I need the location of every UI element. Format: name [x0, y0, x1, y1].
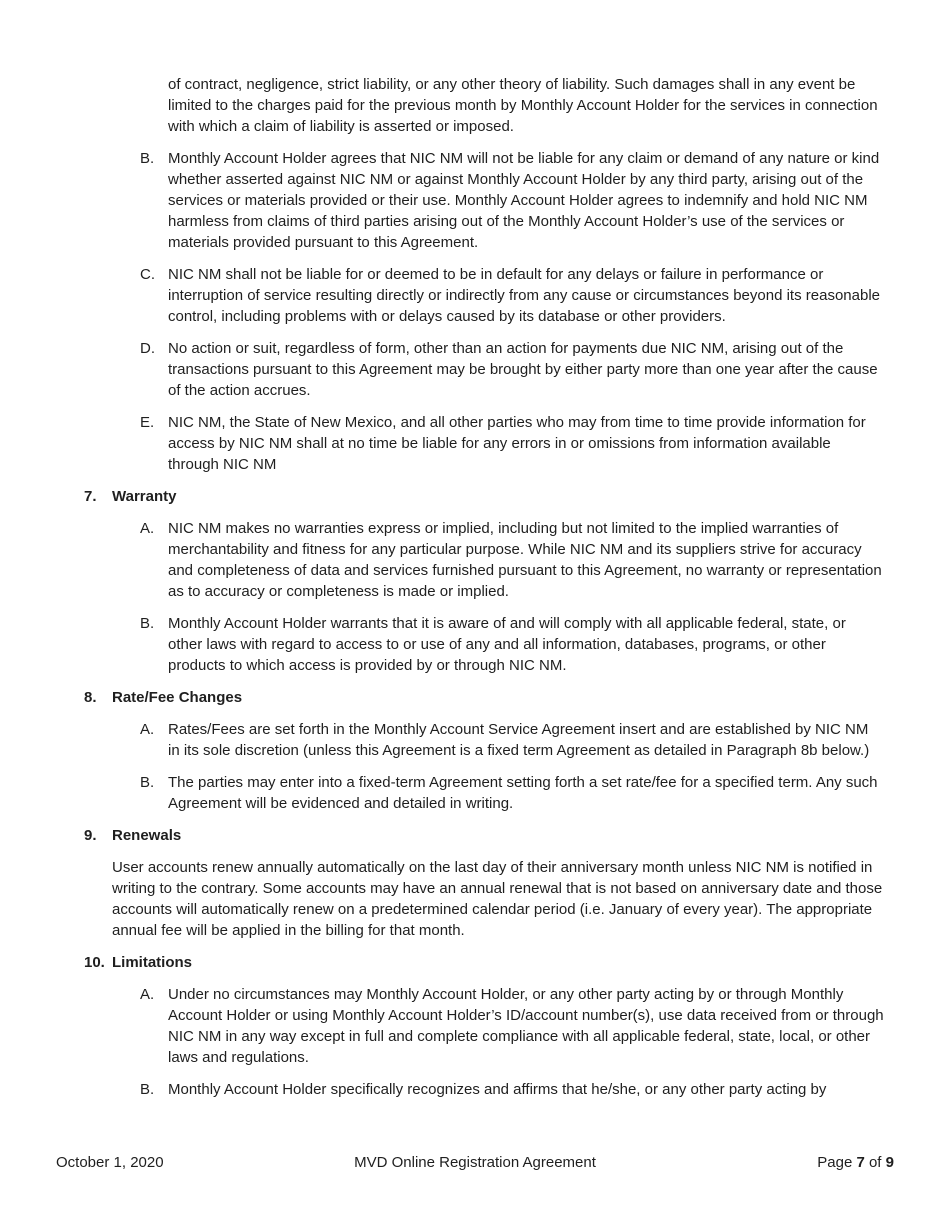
- footer-date: October 1, 2020: [56, 1154, 164, 1171]
- item-text: Rates/Fees are set forth in the Monthly Account Service Agreement insert and are established by NIC NM in its sole discretion (unless this Agreement is a fixed term Agreement as detailed in Paragraph 8b below.): [168, 721, 870, 759]
- section6-item-d: [84, 338, 884, 401]
- item-text: Under no circumstances may Monthly Account Holder, or any other party acting by or through Monthly Account Holder or using Monthly Account Holder’s ID/account number(s), use data received from or through NIC NM in any way except in full and complete compliance with all applicable federal, state, local, or other laws and regulations.: [168, 986, 884, 1066]
- section-number: 8.: [84, 689, 97, 706]
- item-text: NIC NM, the State of New Mexico, and all other parties who may from time to time provide information for access by NIC NM shall at no time be liable for any errors in or omissions from information available through NIC NM: [168, 414, 866, 473]
- section6-item-b: [84, 148, 884, 253]
- item-letter: B.: [140, 774, 155, 791]
- item-text: NIC NM shall not be liable for or deemed to be in default for any delays or failure in performance or interruption of service resulting directly or indirectly from any cause or circumstances beyond its reasonable control, including problems with or delays caused by its database or other providers.: [168, 266, 880, 325]
- page-footer: [56, 1152, 894, 1174]
- page-current: 7: [856, 1154, 865, 1171]
- item-letter: B.: [140, 1081, 155, 1098]
- item-text: No action or suit, regardless of form, other than an action for payments due NIC NM, arising out of the transactions pursuant to this Agreement may be brought by either party more than one year after the cause of the action accrues.: [168, 340, 878, 399]
- section8-item-a: [84, 719, 884, 761]
- continued-paragraph: of contract, negligence, strict liability, or any other theory of liability. Such damages shall in any event be limited to the charges paid for the previous month by Monthly Account Holder for the services in connection with which a claim of liability is asserted or imposed.: [168, 76, 878, 135]
- section-number: 10.: [84, 954, 105, 971]
- item-text: Monthly Account Holder warrants that it is aware of and will comply with all applicable federal, state, or other laws with regard to access to or use of any and all information, databases, programs, or other products to which access is provided by or through NIC NM.: [168, 615, 846, 674]
- document-body: [84, 74, 884, 1111]
- item-letter: A.: [140, 721, 155, 738]
- section10-item-b: [84, 1079, 884, 1100]
- section8-item-b: [84, 772, 884, 814]
- section6-item-e: [84, 412, 884, 475]
- section7-item-b: [84, 613, 884, 676]
- page-of: of: [864, 1154, 886, 1171]
- footer-document-title: MVD Online Registration Agreement: [354, 1154, 596, 1171]
- item-letter: B.: [140, 615, 155, 632]
- section6-item-c: [84, 264, 884, 327]
- renewals-paragraph: User accounts renew annually automatically on the last day of their anniversary month unless NIC NM is notified in writing to the contrary. Some accounts may have an annual renewal that is not based on anniversary date and those accounts will automatically renew on a predetermined calendar period (i.e. January of every year). The appropriate annual fee will be applied in the billing for that month.: [112, 859, 883, 939]
- section10-item-a: [84, 984, 884, 1068]
- item-text: NIC NM makes no warranties express or implied, including but not limited to the implied warranties of merchantability and fitness for any particular purpose. While NIC NM and its suppliers strive for accuracy and completeness of data and services furnished pursuant to this Agreement, no warranty or representation as to accuracy or completeness is made or implied.: [168, 520, 882, 600]
- item-letter: B.: [140, 150, 155, 167]
- section-heading-warranty: [84, 486, 884, 507]
- item-text: Monthly Account Holder specifically recognizes and affirms that he/she, or any other party acting by: [168, 1081, 827, 1098]
- section-heading-renewals: [84, 825, 884, 846]
- section-title: Warranty: [112, 488, 177, 505]
- section-heading-rate-fee-changes: [84, 687, 884, 708]
- item-letter: A.: [140, 986, 155, 1003]
- section-title: Renewals: [112, 827, 182, 844]
- item-text: Monthly Account Holder agrees that NIC NM will not be liable for any claim or demand of any nature or kind whether asserted against NIC NM or against Monthly Account Holder by any third party, arising out of the services or materials provided or their use. Monthly Account Holder agrees to indemnify and hold NIC NM harmless from claims of third parties arising out of the Monthly Account Holder’s use of the services or materials provided pursuant to this Agreement.: [168, 150, 880, 251]
- section7-item-a: [84, 518, 884, 602]
- page-total: 9: [885, 1154, 894, 1171]
- item-text: The parties may enter into a fixed-term Agreement setting forth a set rate/fee for a specified term. Any such Agreement will be evidenced and detailed in writing.: [168, 774, 878, 812]
- page-prefix: Page: [817, 1154, 857, 1171]
- section-title: Limitations: [112, 954, 193, 971]
- section-number: 9.: [84, 827, 97, 844]
- section-heading-limitations: [84, 952, 884, 973]
- footer-page-number: [817, 1152, 894, 1174]
- item-letter: D.: [140, 340, 155, 357]
- item-letter: A.: [140, 520, 155, 537]
- section-number: 7.: [84, 488, 97, 505]
- section-title: Rate/Fee Changes: [112, 689, 243, 706]
- item-letter: C.: [140, 266, 155, 283]
- item-letter: E.: [140, 414, 155, 431]
